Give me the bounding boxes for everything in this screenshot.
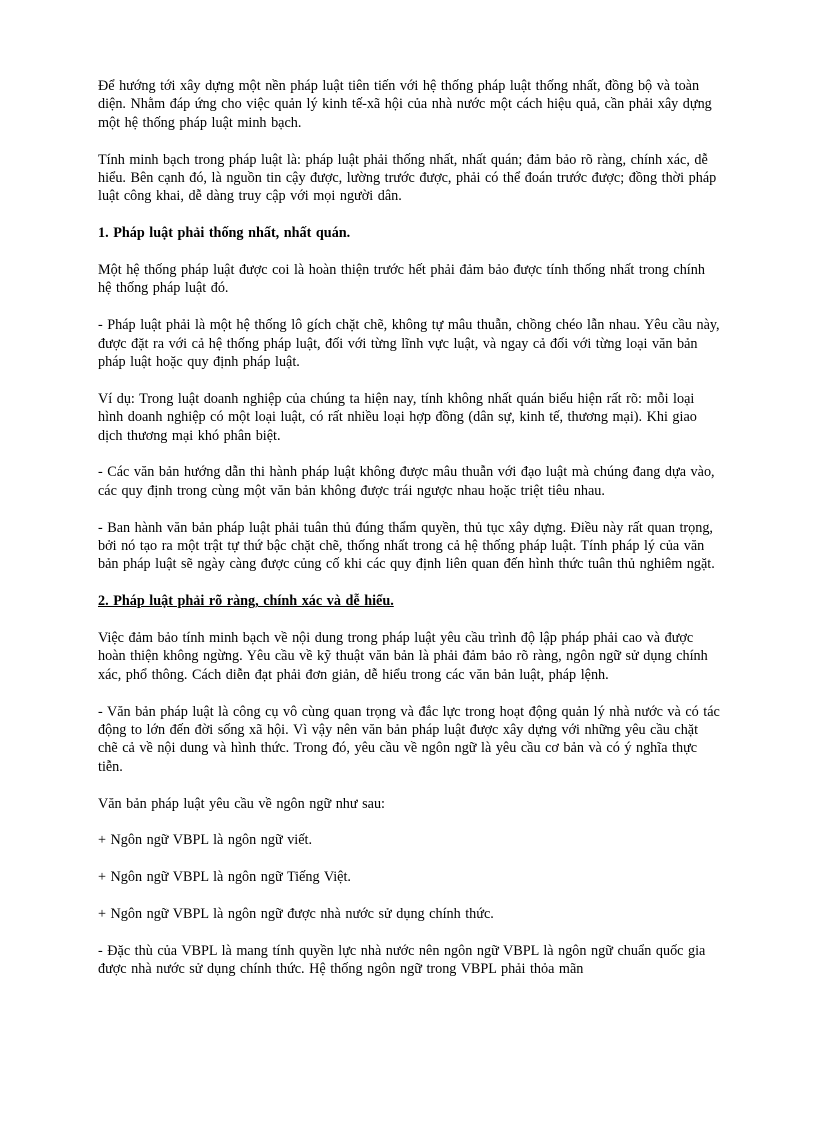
logic-system-paragraph: - Pháp luật phải là một hệ thống lô gích chặt chẽ, không tự mâu thuẫn, chồng chéo lẫn nhau. Yêu cầu này, được đặt ra với cả hệ thống pháp luật, đối với từng lĩnh vực luật, và ngay cả đối với từng loại văn bản pháp luật hoặc quy định pháp luật. <box>98 317 720 371</box>
section-2-heading: 2. Pháp luật phải rõ ràng, chính xác và dễ hiểu. <box>98 593 394 610</box>
section-2-intro-paragraph: Việc đảm bảo tính minh bạch về nội dung trong pháp luật yêu cầu trình độ lập pháp phải cao và được hoàn thiện không ngừng. Yêu cầu về kỹ thuật văn bản là phải đảm bảo rõ ràng, ngôn ngữ sử dụng chính xác, phổ thông. Cách diễn đạt phải đơn giản, dễ hiểu trong các văn bản luật, pháp lệnh. <box>98 630 708 683</box>
list-item-vietnamese-language: + Ngôn ngữ VBPL là ngôn ngữ Tiếng Việt. <box>98 869 351 886</box>
section-1-heading: 1. Pháp luật phải thống nhất, nhất quán. <box>98 225 351 242</box>
language-requirements-paragraph: Văn bản pháp luật yêu cầu về ngôn ngữ như sau: <box>98 795 385 812</box>
legal-document-tool-paragraph: - Văn bản pháp luật là công cụ vô cùng quan trọng và đắc lực trong hoạt động quản lý nhà nước và có tác động to lớn đến đời sống xã hội. Vì vậy nên văn bản pháp luật được xây dựng với những yêu cầu chặt chẽ cả về nội dung và hình thức. Trong đó, yêu cầu về ngôn ngữ là yêu cầu cơ bản và có ý nghĩa thực tiễn. <box>98 703 720 775</box>
guiding-documents-paragraph: - Các văn bản hướng dẫn thi hành pháp luật không được mâu thuẫn với đạo luật mà chúng đang dựa vào, các quy định trong cùng một văn bản không được trái ngược nhau hoặc triệt tiêu nhau. <box>98 464 715 499</box>
issuance-authority-paragraph: - Ban hành văn bản pháp luật phải tuân thủ đúng thẩm quyền, thủ tục xây dựng. Điều này rất quan trọng, bởi nó tạo ra một trật tự thứ bậc chặt chẽ, thống nhất trong cả hệ thống pháp luật. Tính pháp lý của văn bản pháp luật sẽ ngày càng được củng cố khi các quy định liên quan đến hình thức tuân thủ nghiêm ngặt. <box>98 519 715 573</box>
intro-paragraph: Để hướng tới xây dựng một nền pháp luật tiên tiến với hệ thống pháp luật thống nhất, đồng bộ và toàn diện. Nhằm đáp ứng cho việc quản lý kinh tế-xã hội của nhà nước một cách hiệu quả, cần phải xây dựng một hệ thống pháp luật minh bạch. <box>98 78 712 131</box>
example-paragraph: Ví dụ: Trong luật doanh nghiệp của chúng ta hiện nay, tính không nhất quán biểu hiện rất rõ: mỗi loại hình doanh nghiệp có một loại luật, có rất nhiều loại hợp đồng (dân sự, kinh tế, thương mại). Khi giao dịch thương mại khó phân biệt. <box>98 390 697 444</box>
list-item-official-language: + Ngôn ngữ VBPL là ngôn ngữ được nhà nước sử dụng chính thức. <box>98 906 494 923</box>
section-1-intro-paragraph: Một hệ thống pháp luật được coi là hoàn thiện trước hết phải đảm bảo được tính thống nhất trong chính hệ thống pháp luật đó. <box>98 262 705 297</box>
transparency-definition-paragraph: Tính minh bạch trong pháp luật là: pháp luật phải thống nhất, nhất quán; đảm bảo rõ ràng, chính xác, dễ hiểu. Bên cạnh đó, là nguồn tin cậy được, lường trước được, phải có thể đoán trước được; đồng thời pháp luật công khai, dễ dàng truy cập với mọi người dân. <box>98 151 717 205</box>
state-power-paragraph: - Đặc thù của VBPL là mang tính quyền lực nhà nước nên ngôn ngữ VBPL là ngôn ngữ chuẩn quốc gia được nhà nước sử dụng chính thức. Hệ thống ngôn ngữ trong VBPL phải thỏa mãn <box>98 942 706 978</box>
list-item-written-language: + Ngôn ngữ VBPL là ngôn ngữ viết. <box>98 832 313 849</box>
